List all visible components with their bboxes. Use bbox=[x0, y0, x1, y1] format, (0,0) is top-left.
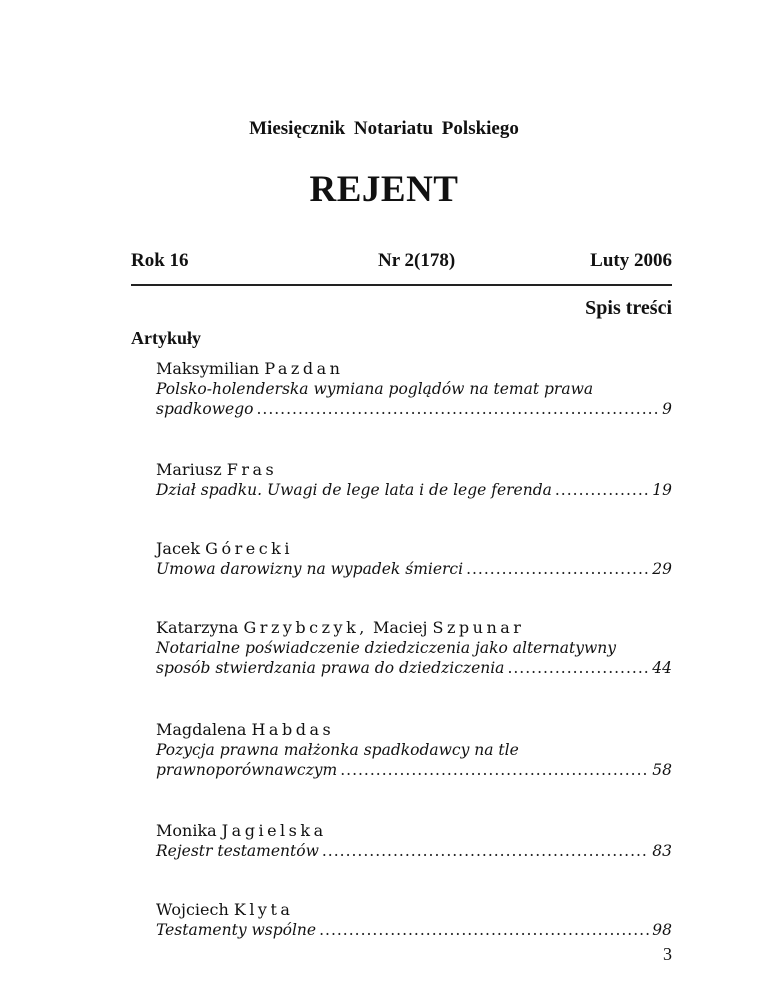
dot-leader bbox=[466, 559, 649, 579]
author-last-name: Górecki bbox=[205, 539, 293, 558]
entry-title-text: Dział spadku. Uwagi de lege lata i de lege ferenda bbox=[156, 481, 552, 499]
entry-page-number: 29 bbox=[652, 560, 672, 578]
entry-author bbox=[156, 539, 672, 559]
issue-meta bbox=[131, 250, 672, 274]
entry-title-text: sposób stwierdzania prawa do dziedziczenia bbox=[156, 659, 505, 677]
entry-page-number: 98 bbox=[652, 921, 672, 939]
page-number: 3 bbox=[663, 944, 672, 964]
entry-title-text: prawnoporównawczym bbox=[156, 761, 338, 779]
entry-title-last-line bbox=[156, 480, 672, 500]
entry-author bbox=[156, 460, 672, 480]
date-label: Luty 2006 bbox=[590, 250, 672, 271]
entry-title-line: Polsko-holenderska wymiana poglądów na temat prawa bbox=[156, 380, 594, 398]
entry-title-text: Umowa darowizny na wypadek śmierci bbox=[156, 560, 464, 578]
entry-page-number: 9 bbox=[662, 400, 672, 418]
author-first-name: Mariusz bbox=[156, 460, 222, 479]
author-first-name: Wojciech bbox=[156, 900, 229, 919]
publication-name: Miesięcznik Notariatu Polskiego bbox=[249, 118, 519, 139]
toc-heading: Spis treści bbox=[585, 297, 672, 319]
entry-page-number: 58 bbox=[652, 761, 672, 779]
toc-entry[interactable] bbox=[156, 539, 672, 618]
entry-page-number: 44 bbox=[652, 659, 672, 677]
toc-entry[interactable] bbox=[156, 618, 672, 720]
author-first-name: Katarzyna bbox=[156, 618, 239, 637]
toc-entry[interactable] bbox=[156, 900, 672, 979]
author-last-name: Jagielska bbox=[221, 821, 327, 840]
entry-title-last-line bbox=[156, 760, 672, 780]
author-first-name: Magdalena bbox=[156, 720, 247, 739]
toc-entry[interactable] bbox=[156, 720, 672, 821]
issue-label: Nr 2(178) bbox=[378, 250, 456, 271]
entry-title-last-line bbox=[156, 559, 672, 579]
entry-title-last-line bbox=[156, 841, 672, 861]
toc-entry[interactable] bbox=[156, 359, 672, 460]
toc-entry[interactable] bbox=[156, 460, 672, 539]
entry-title-text: Testamenty wspólne bbox=[156, 921, 317, 939]
dot-leader bbox=[322, 841, 649, 861]
author-last-name: Pazdan bbox=[264, 359, 344, 378]
entry-author bbox=[156, 821, 672, 841]
entry-page-number: 83 bbox=[652, 842, 672, 860]
dot-leader bbox=[319, 920, 649, 940]
entry-title-last-line bbox=[156, 399, 672, 419]
dot-leader bbox=[507, 658, 649, 678]
journal-title: REJENT bbox=[309, 169, 459, 210]
entry-author bbox=[156, 618, 672, 638]
entry-title-line: Notarialne poświadczenie dziedziczenia jako alternatywny bbox=[156, 639, 616, 657]
entry-title-text: spadkowego bbox=[156, 400, 254, 418]
header-divider bbox=[131, 284, 672, 286]
author-last-name: Fras bbox=[226, 460, 278, 479]
author-last-name: Grzybczyk, bbox=[243, 618, 368, 637]
entry-author bbox=[156, 720, 672, 740]
year-label: Rok 16 bbox=[131, 250, 189, 271]
toc-list bbox=[156, 359, 672, 979]
author-first-name: Monika bbox=[156, 821, 217, 840]
dot-leader bbox=[256, 399, 659, 419]
author2-last-name: Szpunar bbox=[432, 618, 525, 637]
entry-title-line: Pozycja prawna małżonka spadkodawcy na tle bbox=[156, 741, 519, 759]
author-first-name: Maksymilian bbox=[156, 359, 260, 378]
section-heading: Artykuły bbox=[131, 328, 202, 348]
author-first-name: Jacek bbox=[156, 539, 201, 558]
entry-author bbox=[156, 900, 672, 920]
author2-first-name: Maciej bbox=[372, 618, 428, 637]
entry-page-number: 19 bbox=[652, 481, 672, 499]
author-last-name: Klyta bbox=[233, 900, 294, 919]
entry-title-last-line bbox=[156, 658, 672, 678]
author-last-name: Habdas bbox=[251, 720, 335, 739]
dot-leader bbox=[340, 760, 649, 780]
dot-leader bbox=[555, 480, 649, 500]
entry-author bbox=[156, 359, 672, 379]
entry-title-last-line bbox=[156, 920, 672, 940]
toc-entry[interactable] bbox=[156, 821, 672, 900]
entry-title-text: Rejestr testamentów bbox=[156, 842, 319, 860]
